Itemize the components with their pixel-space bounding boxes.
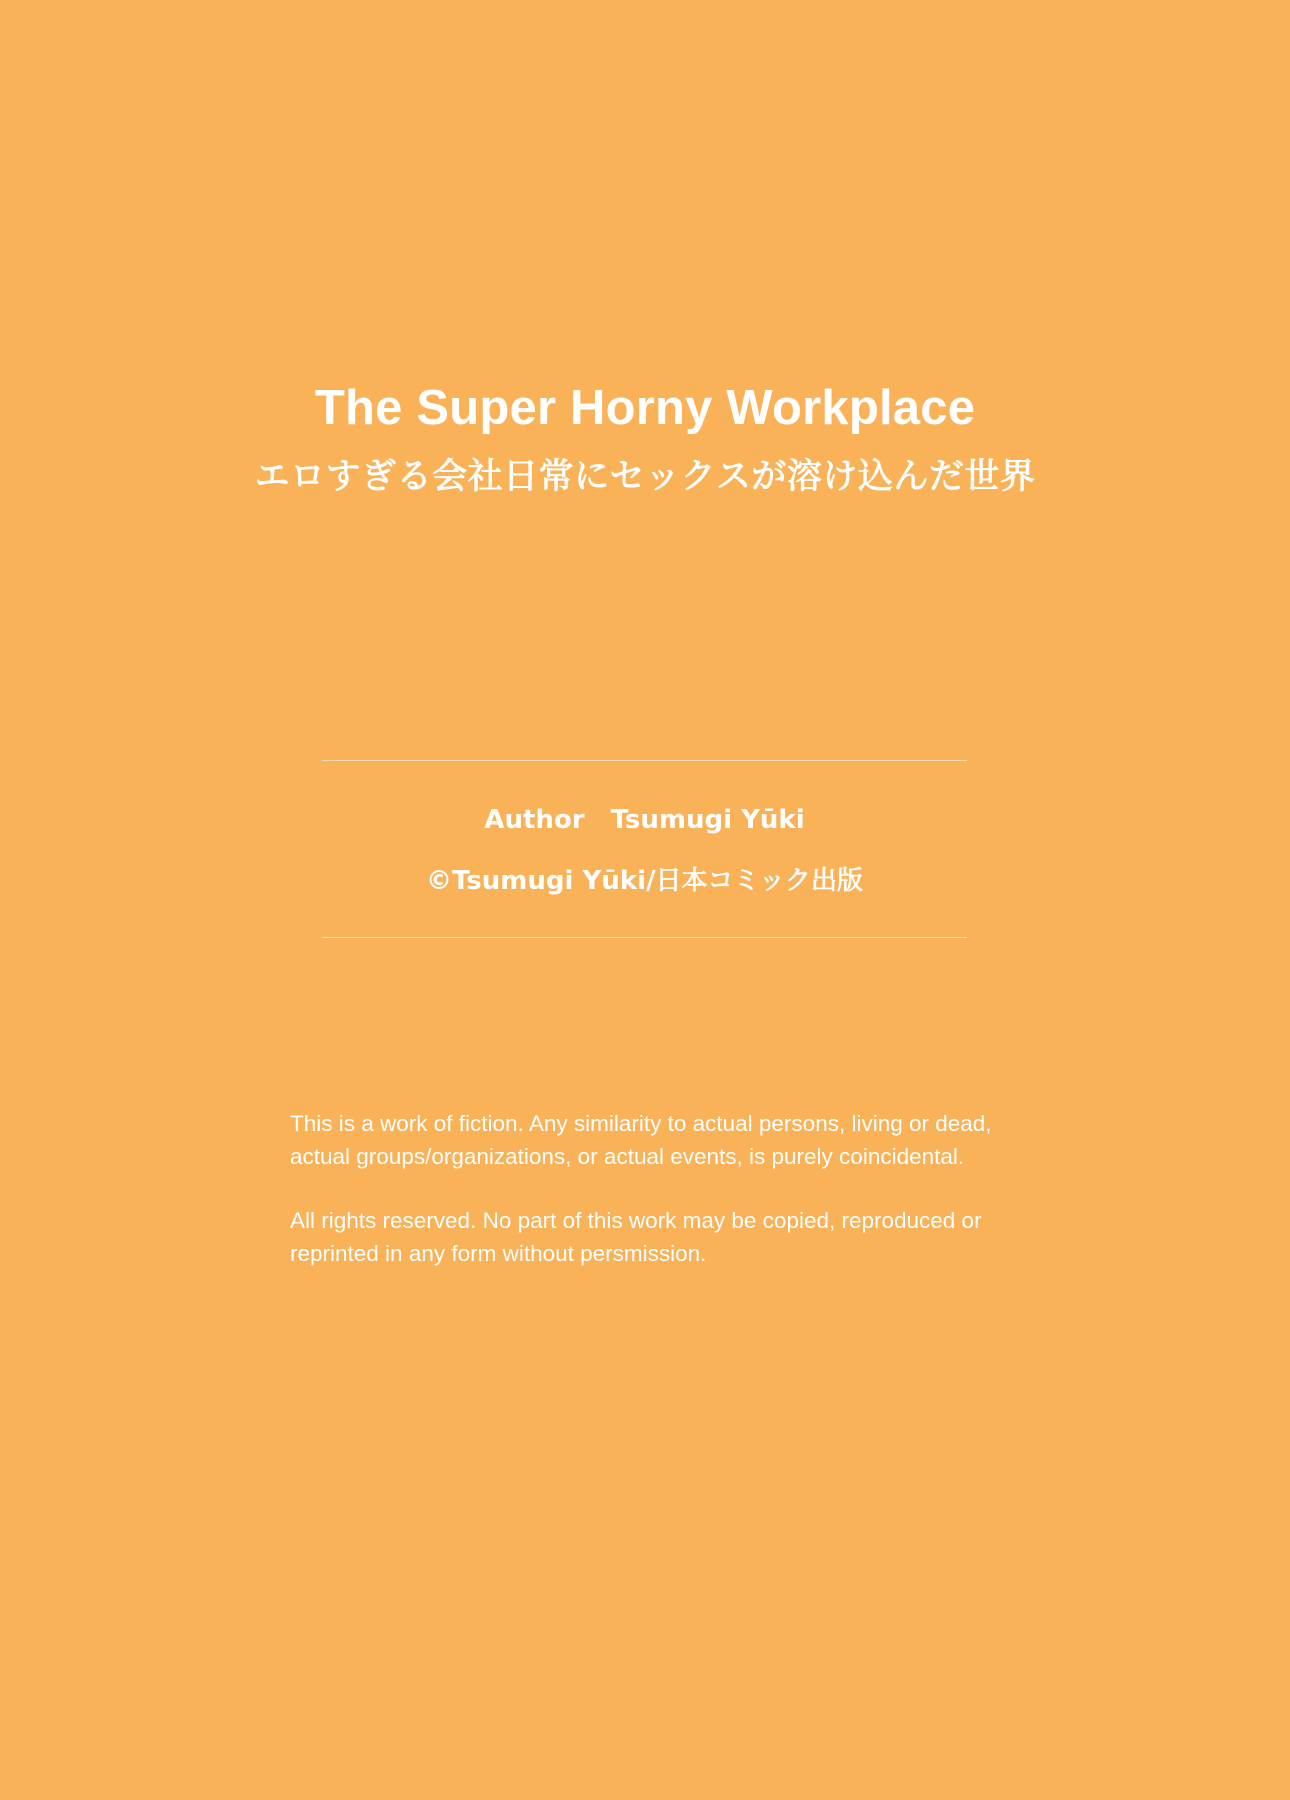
- credits-block: [322, 760, 967, 938]
- page-title-japanese: エロすぎる会社日常にセックスが溶け込んだ世界: [254, 456, 1036, 497]
- divider-bottom: [322, 937, 967, 938]
- page-title-english: The Super Horny Workplace: [314, 381, 976, 435]
- fiction-disclaimer: This is a work of fiction. Any similarity to actual persons, living or dead, actual groups/organizations, or actual events, is purely coincidental.: [290, 1111, 992, 1169]
- copyright-line: ©Tsumugi Yūki/日本コミック出版: [426, 866, 863, 897]
- rights-reserved-notice: All rights reserved. No part of this work may be copied, reproduced or reprinted in any form without persmission.: [290, 1208, 982, 1266]
- author-line: Author Tsumugi Yūki: [484, 805, 805, 835]
- legal-block: [290, 1108, 1030, 1271]
- title-block: [0, 382, 1290, 496]
